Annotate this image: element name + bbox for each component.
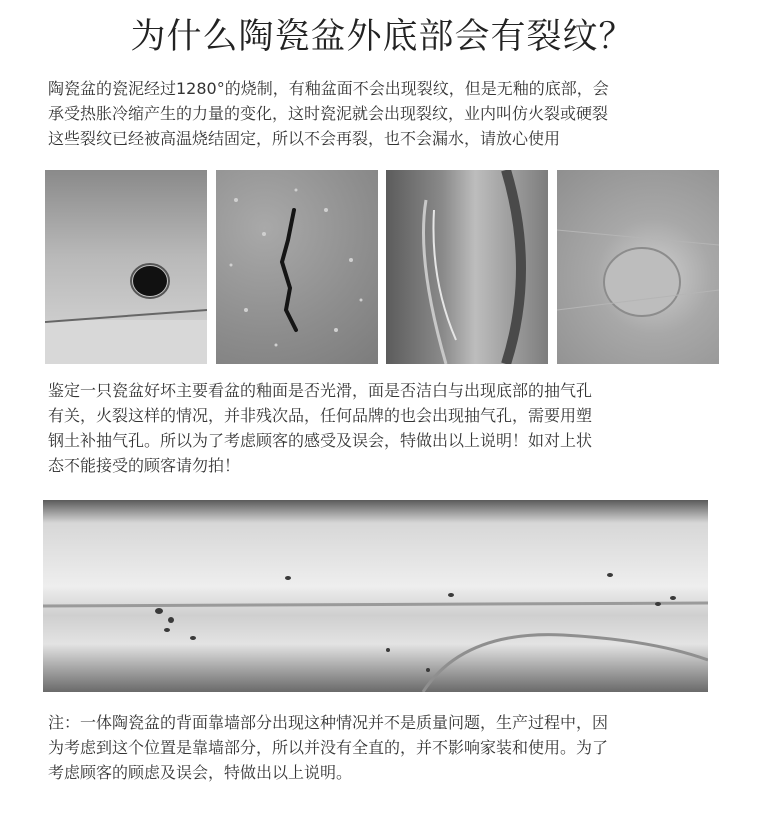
note-paragraph: 注：一体陶瓷盆的背面靠墙部分出现这种情况并不是质量问题，生产过程中，因 为考虑到这个位置是靠墙部分，所以并没有全直的，并不影响家装和使用。为了 考虑顾客的顾虑及误会，特做出以上说明。 [48,713,609,782]
fire-crack-photo [216,170,378,364]
intro-paragraph: 陶瓷盆的瓷泥经过1280°的烧制，有釉盆面不会出现裂纹，但是无釉的底部，会 承受热胀冷缩产生的力量的变化，这时瓷泥就会出现裂纹，业内叫仿火裂或硬裂 这些裂纹已经被高温烧结固定，所以不会再裂，也不会漏水，请放心使用 [48,79,609,148]
crack-photo-row [45,170,719,364]
air-hole-photo [45,170,207,364]
identification-paragraph: 鉴定一只瓷盆好坏主要看盆的釉面是否光滑，面是否洁白与出现底部的抽气孔 有关，火裂这样的情况，并非残次品，任何品牌的也会出现抽气孔，需要用塑 钢土补抽气孔。所以为了考虑顾客的感受及误会，特做出以上说明！如对上状 态不能接受的顾客请勿拍！ [48,381,593,475]
glaze-spot-photo [557,170,719,364]
hairline-crack-photo [386,170,548,364]
page-title: 为什么陶瓷盆外底部会有裂纹？ [130,17,635,57]
basin-back-photo [43,500,708,692]
